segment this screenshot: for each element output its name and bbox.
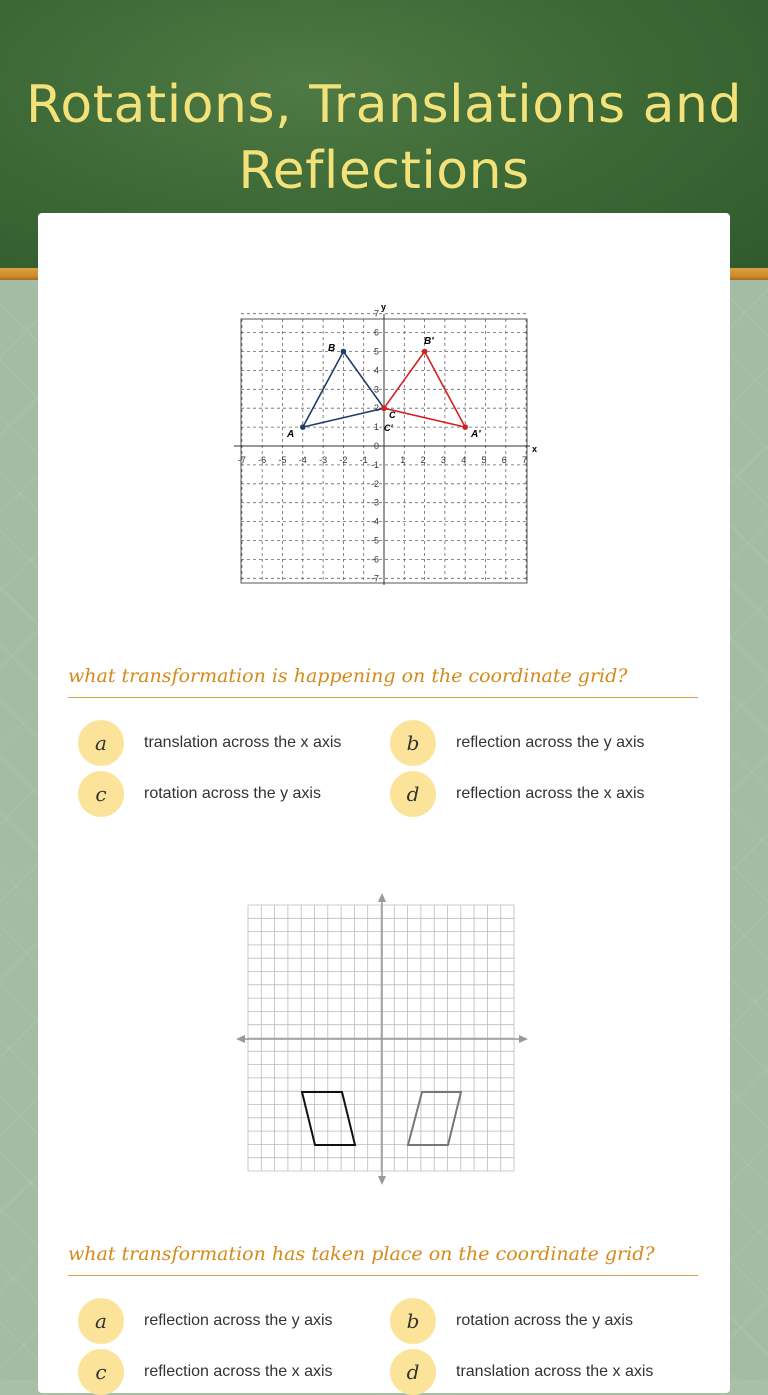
original-parallelogram xyxy=(302,1092,355,1145)
triangle-abc-prime-vertex xyxy=(381,405,387,411)
grid2-axes xyxy=(236,893,528,1185)
coordinate-grid-1 xyxy=(234,298,544,588)
y-tick-label: 1 xyxy=(374,422,380,433)
q2-option-a-text: reflection across the y axis xyxy=(144,1312,333,1329)
question-2-prompt: what transformation has taken place on the coordinate grid? xyxy=(68,1243,698,1276)
y-tick-label: 2 xyxy=(374,403,380,414)
point-label-c-prime: C' xyxy=(384,423,393,433)
y-tick-label: -7 xyxy=(371,573,380,584)
point-label-a: A xyxy=(287,429,295,440)
q1-option-d-badge: d xyxy=(390,771,436,817)
q1-option-c-text: rotation across the y axis xyxy=(144,785,321,802)
q1-option-a[interactable] xyxy=(78,720,341,766)
x-tick-label: 4 xyxy=(461,455,467,465)
q2-option-a[interactable] xyxy=(78,1298,333,1344)
x-tick-label: 1 xyxy=(400,455,406,465)
q1-option-d-text: reflection across the x axis xyxy=(456,785,645,802)
point-label-b-prime: B' xyxy=(424,336,434,347)
y-axis-label: y xyxy=(381,302,387,312)
q2-option-d-text: translation across the x axis xyxy=(456,1363,654,1380)
q1-option-a-text: translation across the x axis xyxy=(144,734,342,751)
y-tick-label: 5 xyxy=(374,346,380,357)
x-tick-label: 5 xyxy=(481,455,487,465)
y-tick-label: 7 xyxy=(374,308,380,319)
y-tick-label: -2 xyxy=(371,478,380,489)
q2-option-b[interactable] xyxy=(390,1298,633,1344)
q1-option-b-badge: b xyxy=(390,720,436,766)
q1-option-b[interactable] xyxy=(390,720,645,766)
triangle-abc-vertex xyxy=(341,349,347,355)
y-tick-label: 4 xyxy=(374,365,380,376)
q1-option-c-badge: c xyxy=(78,771,124,817)
x-axis-label: x xyxy=(532,444,538,454)
q2-option-c-badge: c xyxy=(78,1349,124,1395)
q2-option-b-text: rotation across the y axis xyxy=(456,1312,633,1329)
worksheet-card xyxy=(38,213,730,1393)
point-label-b: B xyxy=(328,343,336,354)
x-tick-label: 3 xyxy=(440,455,446,465)
y-tick-label: 3 xyxy=(374,384,380,395)
q1-option-d[interactable] xyxy=(390,771,645,817)
x-tick-label: -2 xyxy=(339,455,348,465)
y-tick-label: 6 xyxy=(374,327,380,338)
y-tick-label: -5 xyxy=(371,535,380,546)
q1-option-a-badge: a xyxy=(78,720,124,766)
triangle-abc-vertex xyxy=(300,424,306,430)
x-tick-label: -6 xyxy=(258,455,267,465)
page-title: Rotations, Translations and Reflections xyxy=(26,75,742,201)
x-tick-label: -3 xyxy=(319,455,328,465)
y-tick-label: -3 xyxy=(371,497,380,508)
q2-option-c[interactable] xyxy=(78,1349,333,1395)
q2-option-b-badge: b xyxy=(390,1298,436,1344)
q2-option-c-text: reflection across the x axis xyxy=(144,1363,333,1380)
q2-option-d-badge: d xyxy=(390,1349,436,1395)
q2-option-a-badge: a xyxy=(78,1298,124,1344)
q1-option-b-text: reflection across the y axis xyxy=(456,734,645,751)
coordinate-grid-2 xyxy=(234,891,534,1191)
y-tick-label: -1 xyxy=(371,459,380,470)
x-tick-label: -7 xyxy=(237,455,246,465)
q1-option-c[interactable] xyxy=(78,771,321,817)
x-tick-label: -4 xyxy=(298,455,307,465)
x-tick-label: 6 xyxy=(501,455,507,465)
y-tick-label: -6 xyxy=(371,554,380,565)
q2-option-d[interactable] xyxy=(390,1349,653,1395)
x-tick-label: 2 xyxy=(420,455,426,465)
point-label-a-prime: A' xyxy=(471,429,481,440)
y-tick-label: -4 xyxy=(371,516,380,527)
point-label-c: C xyxy=(389,410,396,420)
question-1-prompt: what transformation is happening on the coordinate grid? xyxy=(68,665,698,698)
x-tick-label: 7 xyxy=(522,455,528,465)
x-tick-label: -5 xyxy=(278,455,287,465)
grid2-gridlines xyxy=(248,905,514,1171)
y-tick-label: 0 xyxy=(374,441,380,451)
x-tick-label: -1 xyxy=(359,455,368,465)
triangle-abc-prime-vertex xyxy=(422,349,428,355)
triangle-abc-prime-vertex xyxy=(462,424,468,430)
